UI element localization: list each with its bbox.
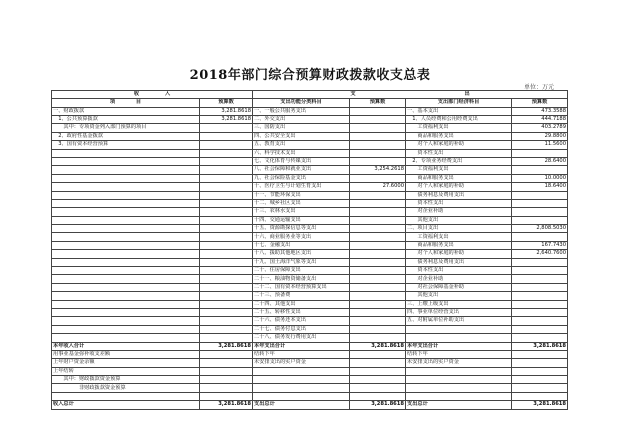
- func-budget-cell: [350, 275, 406, 283]
- income-item-cell: [52, 149, 200, 157]
- income-item-cell: [52, 308, 200, 316]
- func-budget-cell: [350, 308, 406, 316]
- econ-item-cell: 对社会保障基金补助: [406, 283, 512, 291]
- table-row: [52, 275, 568, 283]
- econ-budget-cell: 10.0000: [512, 174, 568, 182]
- func-budget-cell: 3,281.8618: [350, 342, 406, 350]
- func-budget-cell: [350, 250, 406, 258]
- income-item-cell: 其中：财政拨款资金预算: [52, 376, 200, 384]
- table-row: [52, 308, 568, 316]
- income-budget-cell: [200, 149, 253, 157]
- income-budget-cell: [200, 174, 253, 182]
- table-row: [52, 141, 568, 149]
- func-budget-cell: [350, 107, 406, 115]
- econ-item-cell: 其他支出: [406, 292, 512, 300]
- income-budget-cell: [200, 300, 253, 308]
- income-budget-cell: 3,281.8618: [200, 107, 253, 115]
- func-budget-cell: [350, 132, 406, 140]
- income-item-cell: [52, 250, 200, 258]
- budget-header: 预算数: [200, 99, 253, 107]
- econ-budget-cell: [512, 384, 568, 392]
- table-row: [52, 283, 568, 291]
- income-item-cell: [52, 334, 200, 342]
- func-item-cell: 十三、农林水支出: [253, 208, 350, 216]
- econ-budget-cell: 2,808.5030: [512, 225, 568, 233]
- func-budget-cell: [350, 157, 406, 165]
- econ-budget-cell: [512, 275, 568, 283]
- econ-item-cell: 三、上缴上级支出: [406, 300, 512, 308]
- econ-budget-cell: [512, 350, 568, 358]
- income-budget-cell: [200, 350, 253, 358]
- econ-budget-cell: [512, 292, 568, 300]
- econ-item-cell: 商品和服务支出: [406, 174, 512, 182]
- income-item-cell: 本年收入合计: [52, 342, 200, 350]
- econ-item-cell: 债务利息及费用支出: [406, 258, 512, 266]
- econ-budget-cell: 18.6400: [512, 183, 568, 191]
- income-budget-cell: [200, 317, 253, 325]
- econ-budget-cell: 28.6400: [512, 157, 568, 165]
- income-item-cell: [52, 191, 200, 199]
- func-budget-cell: [350, 367, 406, 375]
- income-item-cell: [52, 292, 200, 300]
- econ-item-cell: 支出总计: [406, 401, 512, 409]
- income-budget-cell: [200, 308, 253, 316]
- econ-item-cell: 对企业补助: [406, 275, 512, 283]
- table-row: [52, 325, 568, 333]
- func-item-cell: 十七、金融支出: [253, 241, 350, 249]
- budget-header: 预算数: [512, 99, 568, 107]
- income-budget-cell: [200, 359, 253, 367]
- func-budget-cell: [350, 376, 406, 384]
- func-item-cell: 十一、节能环保支出: [253, 191, 350, 199]
- func-budget-cell: [350, 141, 406, 149]
- income-budget-cell: [200, 376, 253, 384]
- total-row-year: [52, 342, 568, 350]
- budget-table: [51, 90, 568, 410]
- func-budget-cell: [350, 174, 406, 182]
- func-item-cell: 二十四、其他支出: [253, 300, 350, 308]
- func-budget-cell: 27.6000: [350, 183, 406, 191]
- econ-budget-cell: [512, 367, 568, 375]
- econ-item-cell: 商品和服务支出: [406, 132, 512, 140]
- income-budget-cell: [200, 250, 253, 258]
- func-budget-cell: [350, 334, 406, 342]
- func-item-cell: [253, 384, 350, 392]
- table-row: [52, 124, 568, 132]
- func-budget-cell: [350, 233, 406, 241]
- econ-budget-cell: 3,281.8618: [512, 342, 568, 350]
- income-budget-cell: [200, 191, 253, 199]
- econ-budget-cell: [512, 392, 568, 400]
- func-budget-cell: [350, 392, 406, 400]
- func-header: 支出功能分类科目: [253, 99, 350, 107]
- func-item-cell: 十六、商业服务业等支出: [253, 233, 350, 241]
- func-item-cell: 二十三、预备费: [253, 292, 350, 300]
- econ-budget-cell: [512, 149, 568, 157]
- income-budget-cell: [200, 208, 253, 216]
- table-row: [52, 250, 568, 258]
- income-item-cell: 上年財户资金余额: [52, 359, 200, 367]
- table-row: [52, 132, 568, 140]
- func-item-cell: [253, 367, 350, 375]
- income-item-cell: [52, 233, 200, 241]
- table-row: [52, 350, 568, 358]
- table-row: [52, 258, 568, 266]
- income-budget-cell: [200, 241, 253, 249]
- econ-budget-cell: [512, 317, 568, 325]
- table-row: [52, 166, 568, 174]
- func-item-cell: 十、医疗卫生与计划生育支出: [253, 183, 350, 191]
- table-row: [52, 376, 568, 384]
- table-row: [52, 300, 568, 308]
- income-budget-cell: [200, 183, 253, 191]
- income-budget-cell: [200, 166, 253, 174]
- func-budget-cell: [350, 258, 406, 266]
- table-row: [52, 149, 568, 157]
- func-budget-cell: 3,254.2618: [350, 166, 406, 174]
- income-budget-cell: [200, 292, 253, 300]
- income-item-cell: [52, 275, 200, 283]
- func-budget-cell: [350, 292, 406, 300]
- econ-budget-cell: 444.7188: [512, 115, 568, 123]
- econ-budget-cell: [512, 283, 568, 291]
- income-header: 收 入: [52, 91, 253, 99]
- income-item-cell: 2、政府性基金拨款: [52, 132, 200, 140]
- func-item-cell: 十八、援助其他地区支出: [253, 250, 350, 258]
- func-item-cell: [253, 376, 350, 384]
- econ-budget-cell: [512, 325, 568, 333]
- income-budget-cell: [200, 384, 253, 392]
- econ-budget-cell: 2,640.7600: [512, 250, 568, 258]
- income-budget-cell: [200, 334, 253, 342]
- econ-budget-cell: [512, 258, 568, 266]
- func-item-cell: 本年支出合计: [253, 342, 350, 350]
- header-row-sub: [52, 99, 568, 107]
- income-item-cell: [52, 208, 200, 216]
- func-item-cell: 一、一般公共服务支出: [253, 107, 350, 115]
- income-budget-cell: [200, 283, 253, 291]
- econ-item-cell: 工资福利支出: [406, 124, 512, 132]
- table-row: [52, 183, 568, 191]
- func-budget-cell: [350, 191, 406, 199]
- func-item-cell: 七、文化体育与传媒支出: [253, 157, 350, 165]
- econ-budget-cell: [512, 359, 568, 367]
- income-budget-cell: [200, 275, 253, 283]
- income-item-cell: [52, 183, 200, 191]
- func-item-cell: 二、外交支出: [253, 115, 350, 123]
- income-item-cell: [52, 157, 200, 165]
- table-row: [52, 267, 568, 275]
- func-item-cell: 二十七、债务付息支出: [253, 325, 350, 333]
- func-item-cell: 八、社会保障和就业支出: [253, 166, 350, 174]
- table-row: [52, 334, 568, 342]
- func-item-cell: [253, 392, 350, 400]
- budget-header: 预算数: [350, 99, 406, 107]
- econ-budget-cell: [512, 191, 568, 199]
- func-budget-cell: [350, 115, 406, 123]
- econ-item-cell: 工资福利支出: [406, 233, 512, 241]
- econ-item-cell: 结转下年: [406, 350, 512, 358]
- unit-label: 单位：万元: [523, 84, 554, 91]
- income-item-cell: [52, 267, 200, 275]
- econ-budget-cell: [512, 300, 568, 308]
- table-row: [52, 392, 568, 400]
- econ-budget-cell: [512, 376, 568, 384]
- func-budget-cell: [350, 283, 406, 291]
- func-budget-cell: [350, 384, 406, 392]
- item-header: 项 目: [52, 99, 200, 107]
- income-item-cell: [52, 216, 200, 224]
- table-row: [52, 317, 568, 325]
- econ-budget-cell: [512, 199, 568, 207]
- econ-item-cell: [406, 376, 512, 384]
- func-budget-cell: [350, 124, 406, 132]
- income-budget-cell: [200, 392, 253, 400]
- table-row: [52, 233, 568, 241]
- income-item-cell: 收入总计: [52, 401, 200, 409]
- econ-item-cell: 五、对附属单位补助支出: [406, 317, 512, 325]
- econ-budget-cell: 3,281.8618: [512, 401, 568, 409]
- income-budget-cell: [200, 157, 253, 165]
- income-item-cell: 3、国有资本经营预算: [52, 141, 200, 149]
- income-budget-cell: [200, 233, 253, 241]
- income-budget-cell: [200, 225, 253, 233]
- func-item-cell: 未安排支出的实户资金: [253, 359, 350, 367]
- func-budget-cell: [350, 317, 406, 325]
- func-budget-cell: [350, 216, 406, 224]
- econ-item-cell: [406, 392, 512, 400]
- func-item-cell: 十九、国土海洋气象等支出: [253, 258, 350, 266]
- page-title: 2018年部门综合预算财政拨款收支总表: [189, 68, 431, 83]
- income-item-cell: 非财政拨款资金预算: [52, 384, 200, 392]
- income-budget-cell: 3,281.8618: [200, 115, 253, 123]
- func-item-cell: 十四、交通运输支出: [253, 216, 350, 224]
- income-budget-cell: 3,281.8618: [200, 342, 253, 350]
- table-row: [52, 208, 568, 216]
- func-item-cell: 四、公共安全支出: [253, 132, 350, 140]
- func-item-cell: 二十六、债务还本支出: [253, 317, 350, 325]
- econ-item-cell: 二、项目支出: [406, 225, 512, 233]
- econ-budget-cell: 167.7430: [512, 241, 568, 249]
- econ-item-cell: 未安排支出的实户资金: [406, 359, 512, 367]
- table-row: [52, 384, 568, 392]
- table-row: [52, 359, 568, 367]
- econ-budget-cell: [512, 216, 568, 224]
- income-budget-cell: [200, 132, 253, 140]
- income-item-cell: 一、财政拨款: [52, 107, 200, 115]
- func-item-cell: 二十一、粮油物资储备支出: [253, 275, 350, 283]
- econ-item-cell: 一、基本支出: [406, 107, 512, 115]
- income-budget-cell: [200, 267, 253, 275]
- income-item-cell: [52, 258, 200, 266]
- func-budget-cell: [350, 359, 406, 367]
- func-item-cell: 九、社会保险基金支出: [253, 174, 350, 182]
- table-row: [52, 157, 568, 165]
- income-item-cell: [52, 300, 200, 308]
- func-item-cell: 十二、城乡社区支出: [253, 199, 350, 207]
- func-budget-cell: 3,281.8618: [350, 401, 406, 409]
- econ-item-cell: [406, 367, 512, 375]
- table-body: [52, 107, 568, 409]
- econ-item-cell: 对个人和家庭的补助: [406, 250, 512, 258]
- func-budget-cell: [350, 149, 406, 157]
- table-row: [52, 191, 568, 199]
- func-budget-cell: [350, 325, 406, 333]
- income-item-cell: 上年结转: [52, 367, 200, 375]
- income-budget-cell: [200, 325, 253, 333]
- income-budget-cell: [200, 216, 253, 224]
- econ-item-cell: [406, 325, 512, 333]
- income-item-cell: [52, 241, 200, 249]
- econ-item-cell: 对个人和家庭的补助: [406, 141, 512, 149]
- econ-budget-cell: [512, 233, 568, 241]
- income-budget-cell: [200, 367, 253, 375]
- func-budget-cell: [350, 199, 406, 207]
- func-budget-cell: [350, 300, 406, 308]
- func-item-cell: 结转下年: [253, 350, 350, 358]
- econ-item-cell: 工资福利支出: [406, 166, 512, 174]
- func-budget-cell: [350, 267, 406, 275]
- func-item-cell: 二十、住房保障支出: [253, 267, 350, 275]
- income-item-cell: 其中：专项资金列入部门预算的项目: [52, 124, 200, 132]
- expense-header: 支 出: [253, 91, 568, 99]
- func-budget-cell: [350, 350, 406, 358]
- func-budget-cell: [350, 241, 406, 249]
- econ-header: 支出部门经济科目: [406, 99, 512, 107]
- func-item-cell: 五、教育支出: [253, 141, 350, 149]
- econ-item-cell: 资本性支出: [406, 199, 512, 207]
- table-row: [52, 107, 568, 115]
- econ-budget-cell: [512, 308, 568, 316]
- econ-item-cell: [406, 334, 512, 342]
- econ-item-cell: 其他支出: [406, 216, 512, 224]
- econ-item-cell: 商品和服务支出: [406, 241, 512, 249]
- table-row: [52, 115, 568, 123]
- econ-budget-cell: [512, 267, 568, 275]
- econ-item-cell: 资本性支出: [406, 149, 512, 157]
- income-item-cell: [52, 199, 200, 207]
- econ-budget-cell: 29.8800: [512, 132, 568, 140]
- header-row-top: [52, 91, 568, 99]
- table-row: [52, 216, 568, 224]
- econ-item-cell: 1、人员经费和公用经费支出: [406, 115, 512, 123]
- econ-budget-cell: 473.3588: [512, 107, 568, 115]
- func-item-cell: 二十八、债务发行费用支出: [253, 334, 350, 342]
- econ-budget-cell: 11.5600: [512, 141, 568, 149]
- econ-item-cell: 2、专项业务经费支出: [406, 157, 512, 165]
- income-item-cell: [52, 325, 200, 333]
- econ-budget-cell: 403.2789: [512, 124, 568, 132]
- econ-item-cell: 资本性支出: [406, 267, 512, 275]
- income-budget-cell: [200, 124, 253, 132]
- econ-item-cell: 对企业补助: [406, 208, 512, 216]
- income-item-cell: [52, 317, 200, 325]
- income-item-cell: [52, 174, 200, 182]
- econ-item-cell: [406, 384, 512, 392]
- income-budget-cell: [200, 199, 253, 207]
- income-item-cell: [52, 166, 200, 174]
- income-item-cell: 用事业基金弥补收支差额: [52, 350, 200, 358]
- econ-budget-cell: [512, 166, 568, 174]
- func-item-cell: 六、科学技术支出: [253, 149, 350, 157]
- func-item-cell: 支出总计: [253, 401, 350, 409]
- grand-total-row: [52, 401, 568, 409]
- econ-item-cell: 四、事业单位经营支出: [406, 308, 512, 316]
- income-item-cell: [52, 283, 200, 291]
- econ-item-cell: 对个人和家庭的补助: [406, 183, 512, 191]
- func-item-cell: 十五、资源勘探信息等支出: [253, 225, 350, 233]
- econ-item-cell: 债务利息及费用支出: [406, 191, 512, 199]
- econ-budget-cell: [512, 334, 568, 342]
- func-budget-cell: [350, 225, 406, 233]
- income-item-cell: [52, 225, 200, 233]
- income-item-cell: 1、公共预算拨款: [52, 115, 200, 123]
- table-row: [52, 225, 568, 233]
- table-row: [52, 241, 568, 249]
- income-budget-cell: [200, 141, 253, 149]
- func-budget-cell: [350, 208, 406, 216]
- table-row: [52, 292, 568, 300]
- income-budget-cell: 3,281.8618: [200, 401, 253, 409]
- func-item-cell: 二十五、转移性支出: [253, 308, 350, 316]
- table-row: [52, 174, 568, 182]
- econ-budget-cell: [512, 208, 568, 216]
- econ-item-cell: 本年支出合计: [406, 342, 512, 350]
- table-row: [52, 199, 568, 207]
- table-row: [52, 367, 568, 375]
- income-item-cell: [52, 392, 200, 400]
- income-budget-cell: [200, 258, 253, 266]
- func-item-cell: 三、国防支出: [253, 124, 350, 132]
- func-item-cell: 二十二、国有资本经营预算支出: [253, 283, 350, 291]
